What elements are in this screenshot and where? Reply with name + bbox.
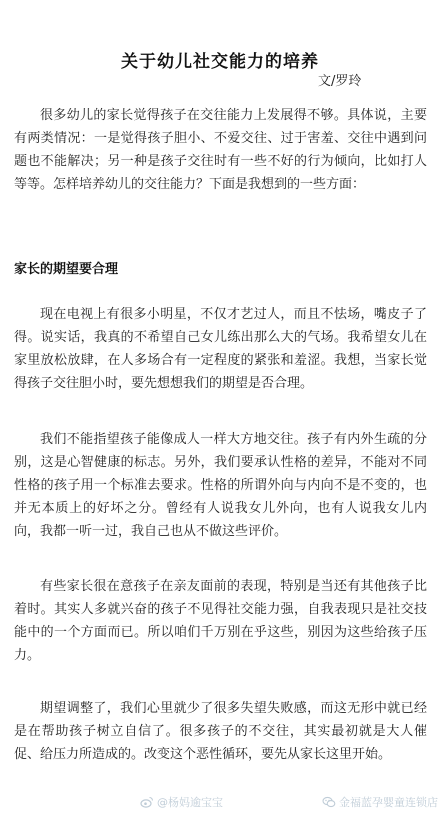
article-author: 文/罗玲 xyxy=(318,74,362,89)
watermark-wechat xyxy=(322,794,438,810)
weibo-icon xyxy=(140,795,154,809)
watermark xyxy=(140,792,438,812)
paragraph-4: 有些家长很在意孩子在亲友面前的表现，特别是当还有其他孩子比着时。其实人多就兴奋的孩子不见得社交能力强，自我表现只是社交技能中的一个方面而已。所以咱们千万别在乎这些，别因为这些给孩子压力。 xyxy=(14,579,427,663)
watermark-left-text: @杨妈逾宝宝 xyxy=(157,796,223,809)
wechat-icon xyxy=(322,795,336,809)
paragraph-2: 现在电视上有很多小明星，不仅才艺过人，而且不怯场，嘴皮子了得。说实话，我真的不希望自己女儿练出那么大的气场。我希望女儿在家里放松放肆，在人多场合有一定程度的紧张和羞涩。我想，当家长觉得孩子交往胆小时，要先想想我们的期望是否合理。 xyxy=(14,307,427,391)
section-heading: 家长的期望要合理 xyxy=(14,262,119,277)
paragraph-intro: 很多幼儿的家长觉得孩子在交往能力上发展得不够。具体说，主要有两类情况：一是觉得孩子胆小、不爱交往、过于害羞、交往中遇到问题也不能解决；另一种是孩子交往时有一些不好的行为倾向，比如打人等等。怎样培养幼儿的交往能力？下面是我想到的一些方面： xyxy=(14,108,427,192)
paragraph-3: 我们不能指望孩子能像成人一样大方地交往。孩子有内外生疏的分别，这是心智健康的标志。另外，我们要承认性格的差异，不能对不同性格的孩子用一个标准去要求。性格的所谓外向与内向不是不变的，也并无本质上的好坏之分。曾经有人说我女儿外向，也有人说我女儿内向，我都一听一过，我自己也从不做这些评价。 xyxy=(14,432,427,539)
article-title: 关于幼儿社交能力的培养 xyxy=(121,52,319,73)
watermark-weibo xyxy=(140,794,223,810)
watermark-right-text: 金福蓝孕婴童连锁店 xyxy=(339,796,438,809)
paragraph-5: 期望调整了，我们心里就少了很多失望失败感，而这无形中就已经是在帮助孩子树立自信了。很多孩子的不交往，其实最初就是大人催促、给压力所造成的。改变这个恶性循环，要先从家长这里开始。 xyxy=(14,701,427,762)
